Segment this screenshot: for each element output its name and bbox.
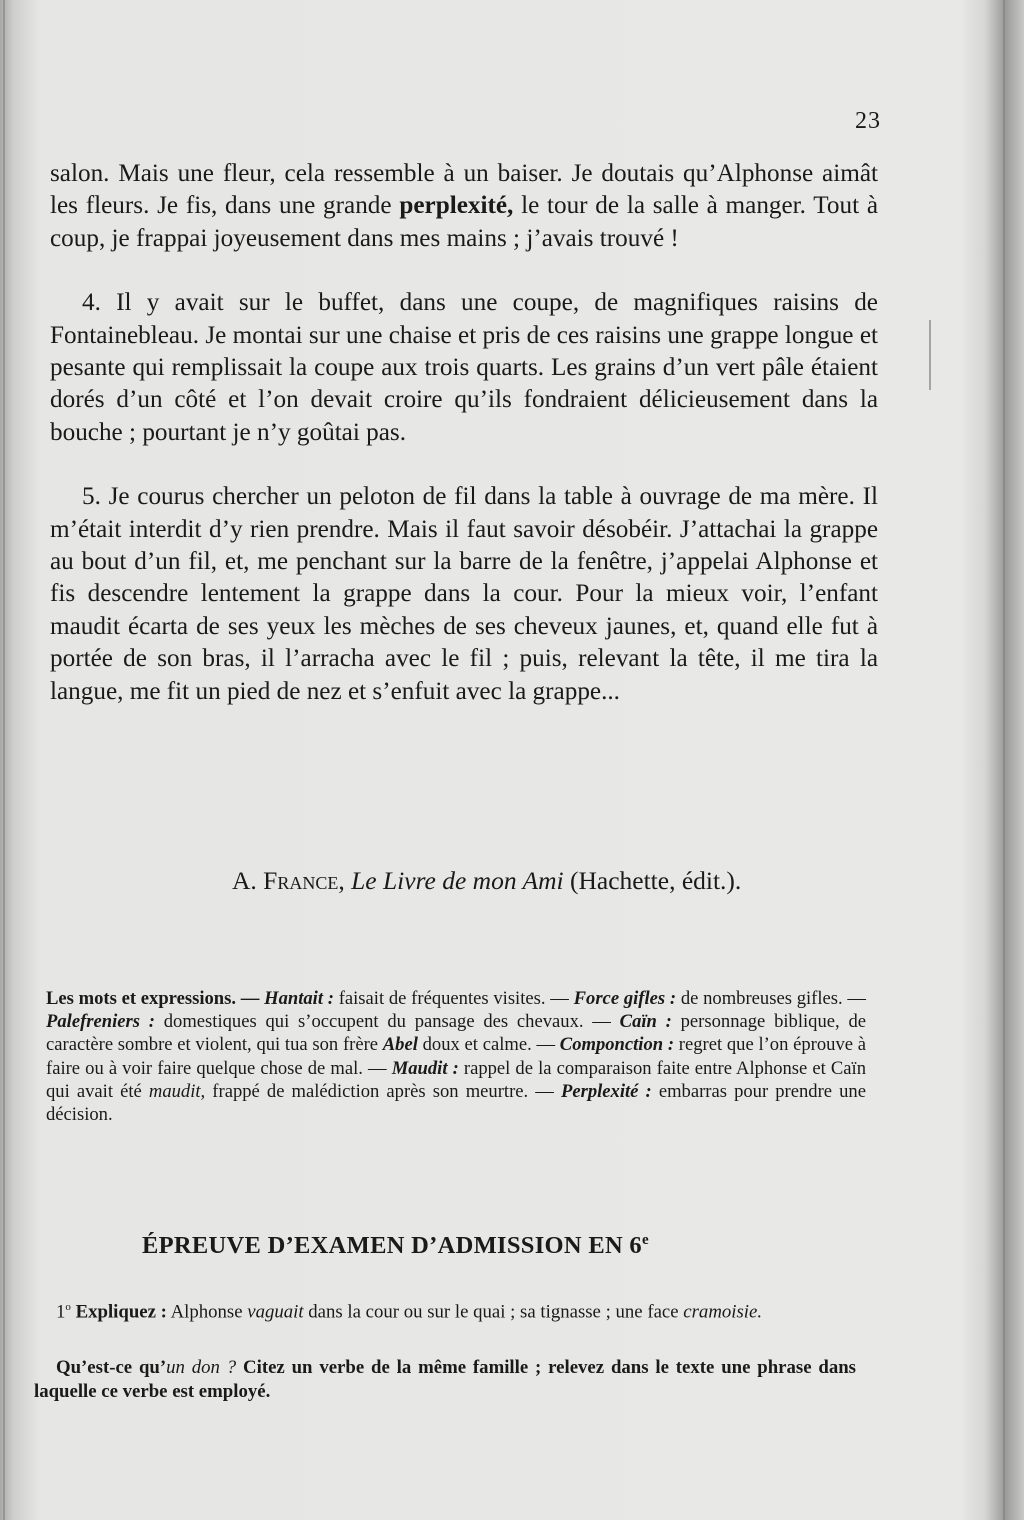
page-number: 23: [855, 108, 881, 134]
left-gutter-shadow: [3, 0, 5, 1520]
question-number: 1: [56, 1301, 66, 1323]
glossary-definition: domestiques qui s’occupent du pansage des chevaux. —: [154, 1011, 620, 1033]
work-title: Le Livre de mon Ami: [351, 866, 564, 895]
glossary-definition: frappé de malédiction après son meurtre. —: [205, 1080, 561, 1102]
exam-heading-superscript: e: [641, 1232, 649, 1248]
exam-question-1: [34, 1296, 856, 1324]
question-italic: vaguait: [247, 1301, 304, 1323]
exam-heading: [142, 1232, 802, 1260]
glossary-term: Componction :: [559, 1034, 675, 1056]
source-attribution: [232, 866, 741, 896]
glossary-heading: Les mots et expressions. —: [46, 988, 265, 1009]
main-text: [50, 158, 878, 708]
glossary-term: Maudit :: [391, 1057, 459, 1079]
glossary: [46, 987, 866, 1126]
question-italic: un don ?: [166, 1357, 237, 1378]
paragraph-3-continued: [50, 158, 878, 255]
glossary-italic-word: maudit,: [148, 1080, 206, 1102]
glossary-definition: personnage biblique, de caractère sombre et violent, qui tua son frère: [46, 1011, 866, 1056]
glossary-definition: doux et calme. —: [417, 1034, 560, 1056]
glossary-definition: faisait de fréquentes visites. —: [333, 988, 574, 1009]
glossary-term: Force gifles :: [573, 988, 677, 1009]
question-label: Expliquez :: [70, 1301, 167, 1323]
question-number-superscript: o: [65, 1301, 71, 1313]
bold-word-perplexite: perplexité,: [399, 192, 514, 220]
exam-heading-text: ÉPREUVE D’EXAMEN D’ADMISSION EN 6: [142, 1232, 642, 1260]
glossary-definition: regret que l’on éprouve à faire ou à voir faire quelque chose de mal. —: [46, 1034, 866, 1079]
paragraph-text: le tour de la salle à manger. Tout à coup, je frappai joyeusement dans mes mains ; j’avais trouvé !: [50, 192, 878, 252]
glossary-term: Perplexité :: [560, 1080, 652, 1102]
paragraph-5: 5. Je courus chercher un peloton de fil dans la table à ouvrage de ma mère. Il m’était interdit d’y rien prendre. Mais il faut savoir désobéir. J’attachai la grappe au bout d’un fil, et, me penchant sur la barre de la fenêtre, j’appelai Alphonse et fis descendre lentement la grappe dans la cour. Pour la mieux voir, l’enfant maudit écarta de ses yeux les mèches de ses cheveux jaunes, et, quand elle fut à portée de son bras, il l’arracha avec le fil ; puis, relevant la tête, il me tira la langue, me fit un pied de nez et s’enfuit avec la grappe...: [50, 483, 878, 705]
paragraph-4: 4. Il y avait sur le buffet, dans une coupe, de magnifiques raisins de Fontainebleau. Je montai sur une chaise et pris de ces raisins une grappe longue et pesante qui remplissait la coupe aux trois quarts. Les grains d’un vert pâle étaient dorés d’un côté et l’on devait croire qu’ils fondraient délicieusement dans la bouche ; pourtant je n’y goûtai pas.: [50, 289, 878, 446]
question-text: Alphonse: [166, 1301, 248, 1323]
question-bold-text: Qu’est-ce qu’: [56, 1357, 167, 1378]
glossary-term: Abel: [382, 1034, 418, 1056]
author-name: France: [263, 866, 339, 895]
exam-question-2: [34, 1356, 856, 1403]
margin-pencil-mark: [929, 320, 931, 390]
glossary-term: Hantait :: [264, 988, 334, 1009]
glossary-term: Caïn :: [619, 1011, 672, 1033]
separator: ,: [338, 866, 352, 895]
paragraph-text: salon. Mais une fleur, cela ressemble à un baiser. Je doutais qu’Alphonse aimât les fleurs. Je fis, dans une grande: [50, 160, 878, 220]
glossary-definition: rappel de la comparaison faite entre Alphonse et Caïn qui avait été: [46, 1057, 867, 1102]
right-page-edge: [1003, 0, 1005, 1520]
glossary-definition: de nombreuses gifles. —: [676, 988, 866, 1009]
glossary-term: Palefreniers :: [46, 1011, 155, 1033]
publisher: (Hachette, édit.).: [563, 866, 742, 895]
glossary-definition: embarras pour prendre une décision.: [46, 1080, 866, 1126]
question-italic: cramoisie.: [683, 1301, 763, 1323]
question-text: dans la cour ou sur le quai ; sa tignasse ; une face: [303, 1301, 684, 1323]
author-initial: A.: [232, 866, 264, 895]
question-bold-text: Citez un verbe de la même famille ; relevez dans le texte une phrase dans laquelle ce verbe est employé.: [34, 1357, 856, 1402]
